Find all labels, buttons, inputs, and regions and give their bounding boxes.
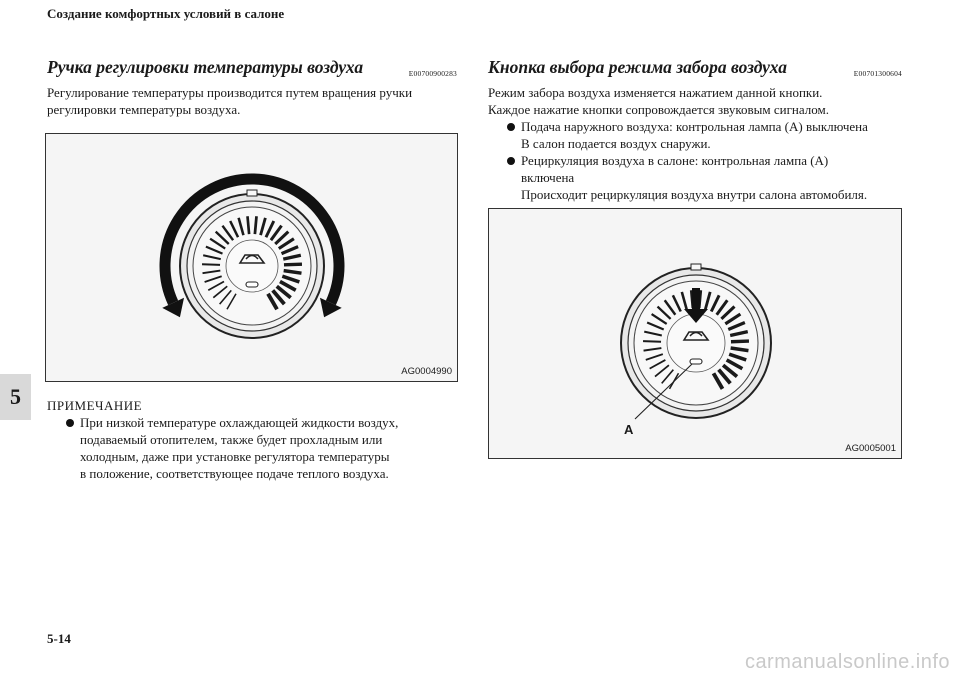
outside-air-line-1: Подача наружного воздуха: контрольная лампа (A) выключена <box>521 119 868 134</box>
air-intake-button-illustration <box>489 209 903 460</box>
note-bullet <box>47 414 457 482</box>
knob-index-mark <box>691 264 701 270</box>
watermark: carmanualsonline.info <box>744 651 950 673</box>
note-label: ПРИМЕЧАНИЕ <box>47 398 143 413</box>
section-title: Ручка регулировки температуры воздуха <box>47 57 364 77</box>
bullet-dot-icon <box>507 157 515 165</box>
dial-tick <box>255 216 257 234</box>
note-line-2: подаваемый отопителем, также будет прохладным или <box>80 432 383 447</box>
chapter-tab <box>0 374 31 420</box>
callout-label-a: A <box>624 422 634 437</box>
bullet-dot-icon <box>66 419 74 427</box>
temperature-description-line-2: регулировки температуры воздуха. <box>47 102 241 117</box>
recirculation-line-2: включена <box>521 170 575 185</box>
dial-tick <box>643 341 661 342</box>
knob-index-mark <box>247 190 257 196</box>
knob-group <box>162 179 341 338</box>
air-intake-button-figure <box>488 208 902 459</box>
air-intake-heading <box>488 56 902 80</box>
knob-group <box>621 264 771 419</box>
dial-tick <box>284 264 302 265</box>
section-title: Кнопка выбора режима забора воздуха <box>488 57 787 77</box>
running-header: Создание комфортных условий в салоне <box>47 6 285 21</box>
air-intake-line-2: Каждое нажатие кнопки сопровождается звуковым сигналом. <box>488 102 829 117</box>
temperature-knob-figure <box>45 133 458 382</box>
note-line-1: При низкой температуре охлаждающей жидкости воздух, <box>80 415 399 430</box>
outside-air-line-2: В салон подается воздух снаружи. <box>521 136 711 151</box>
temperature-knob-heading <box>47 56 457 80</box>
section-code: E00700900283 <box>408 69 457 78</box>
indicator-lamp-icon <box>690 359 702 364</box>
note-line-3: холодным, даже при установке регулятора температуры <box>80 449 390 464</box>
recirculation-line-3: Происходит рециркуляция воздуха внутри салона автомобиля. <box>521 187 868 202</box>
dial-tick <box>202 264 220 265</box>
right-column <box>488 56 902 203</box>
dial-tick <box>731 341 749 342</box>
figure-code: AG0004990 <box>401 366 452 377</box>
left-column <box>47 56 457 118</box>
recirculation-line-1: Рециркуляция воздуха в салоне: контрольная лампа (A) <box>521 153 829 168</box>
outside-air-bullet <box>488 118 902 135</box>
note-block <box>47 397 457 482</box>
air-intake-line-1: Режим забора воздуха изменяется нажатием данной кнопки. <box>488 85 823 100</box>
bullet-dot-icon <box>507 123 515 131</box>
chapter-number: 5 <box>10 384 21 409</box>
indicator-lamp-icon <box>246 282 258 287</box>
press-arrow-shaft <box>692 288 700 310</box>
recirculation-bullet <box>488 152 902 169</box>
temperature-description-line-1: Регулирование температуры производится путем вращения ручки <box>47 85 413 100</box>
figure-code: AG0005001 <box>845 443 896 454</box>
note-line-4: в положение, соответствующее подаче теплого воздуха. <box>80 466 389 481</box>
page-number: 5-14 <box>47 631 71 646</box>
section-code: E00701300604 <box>853 69 902 78</box>
temperature-knob-illustration <box>46 134 459 383</box>
dial-tick <box>247 216 249 234</box>
